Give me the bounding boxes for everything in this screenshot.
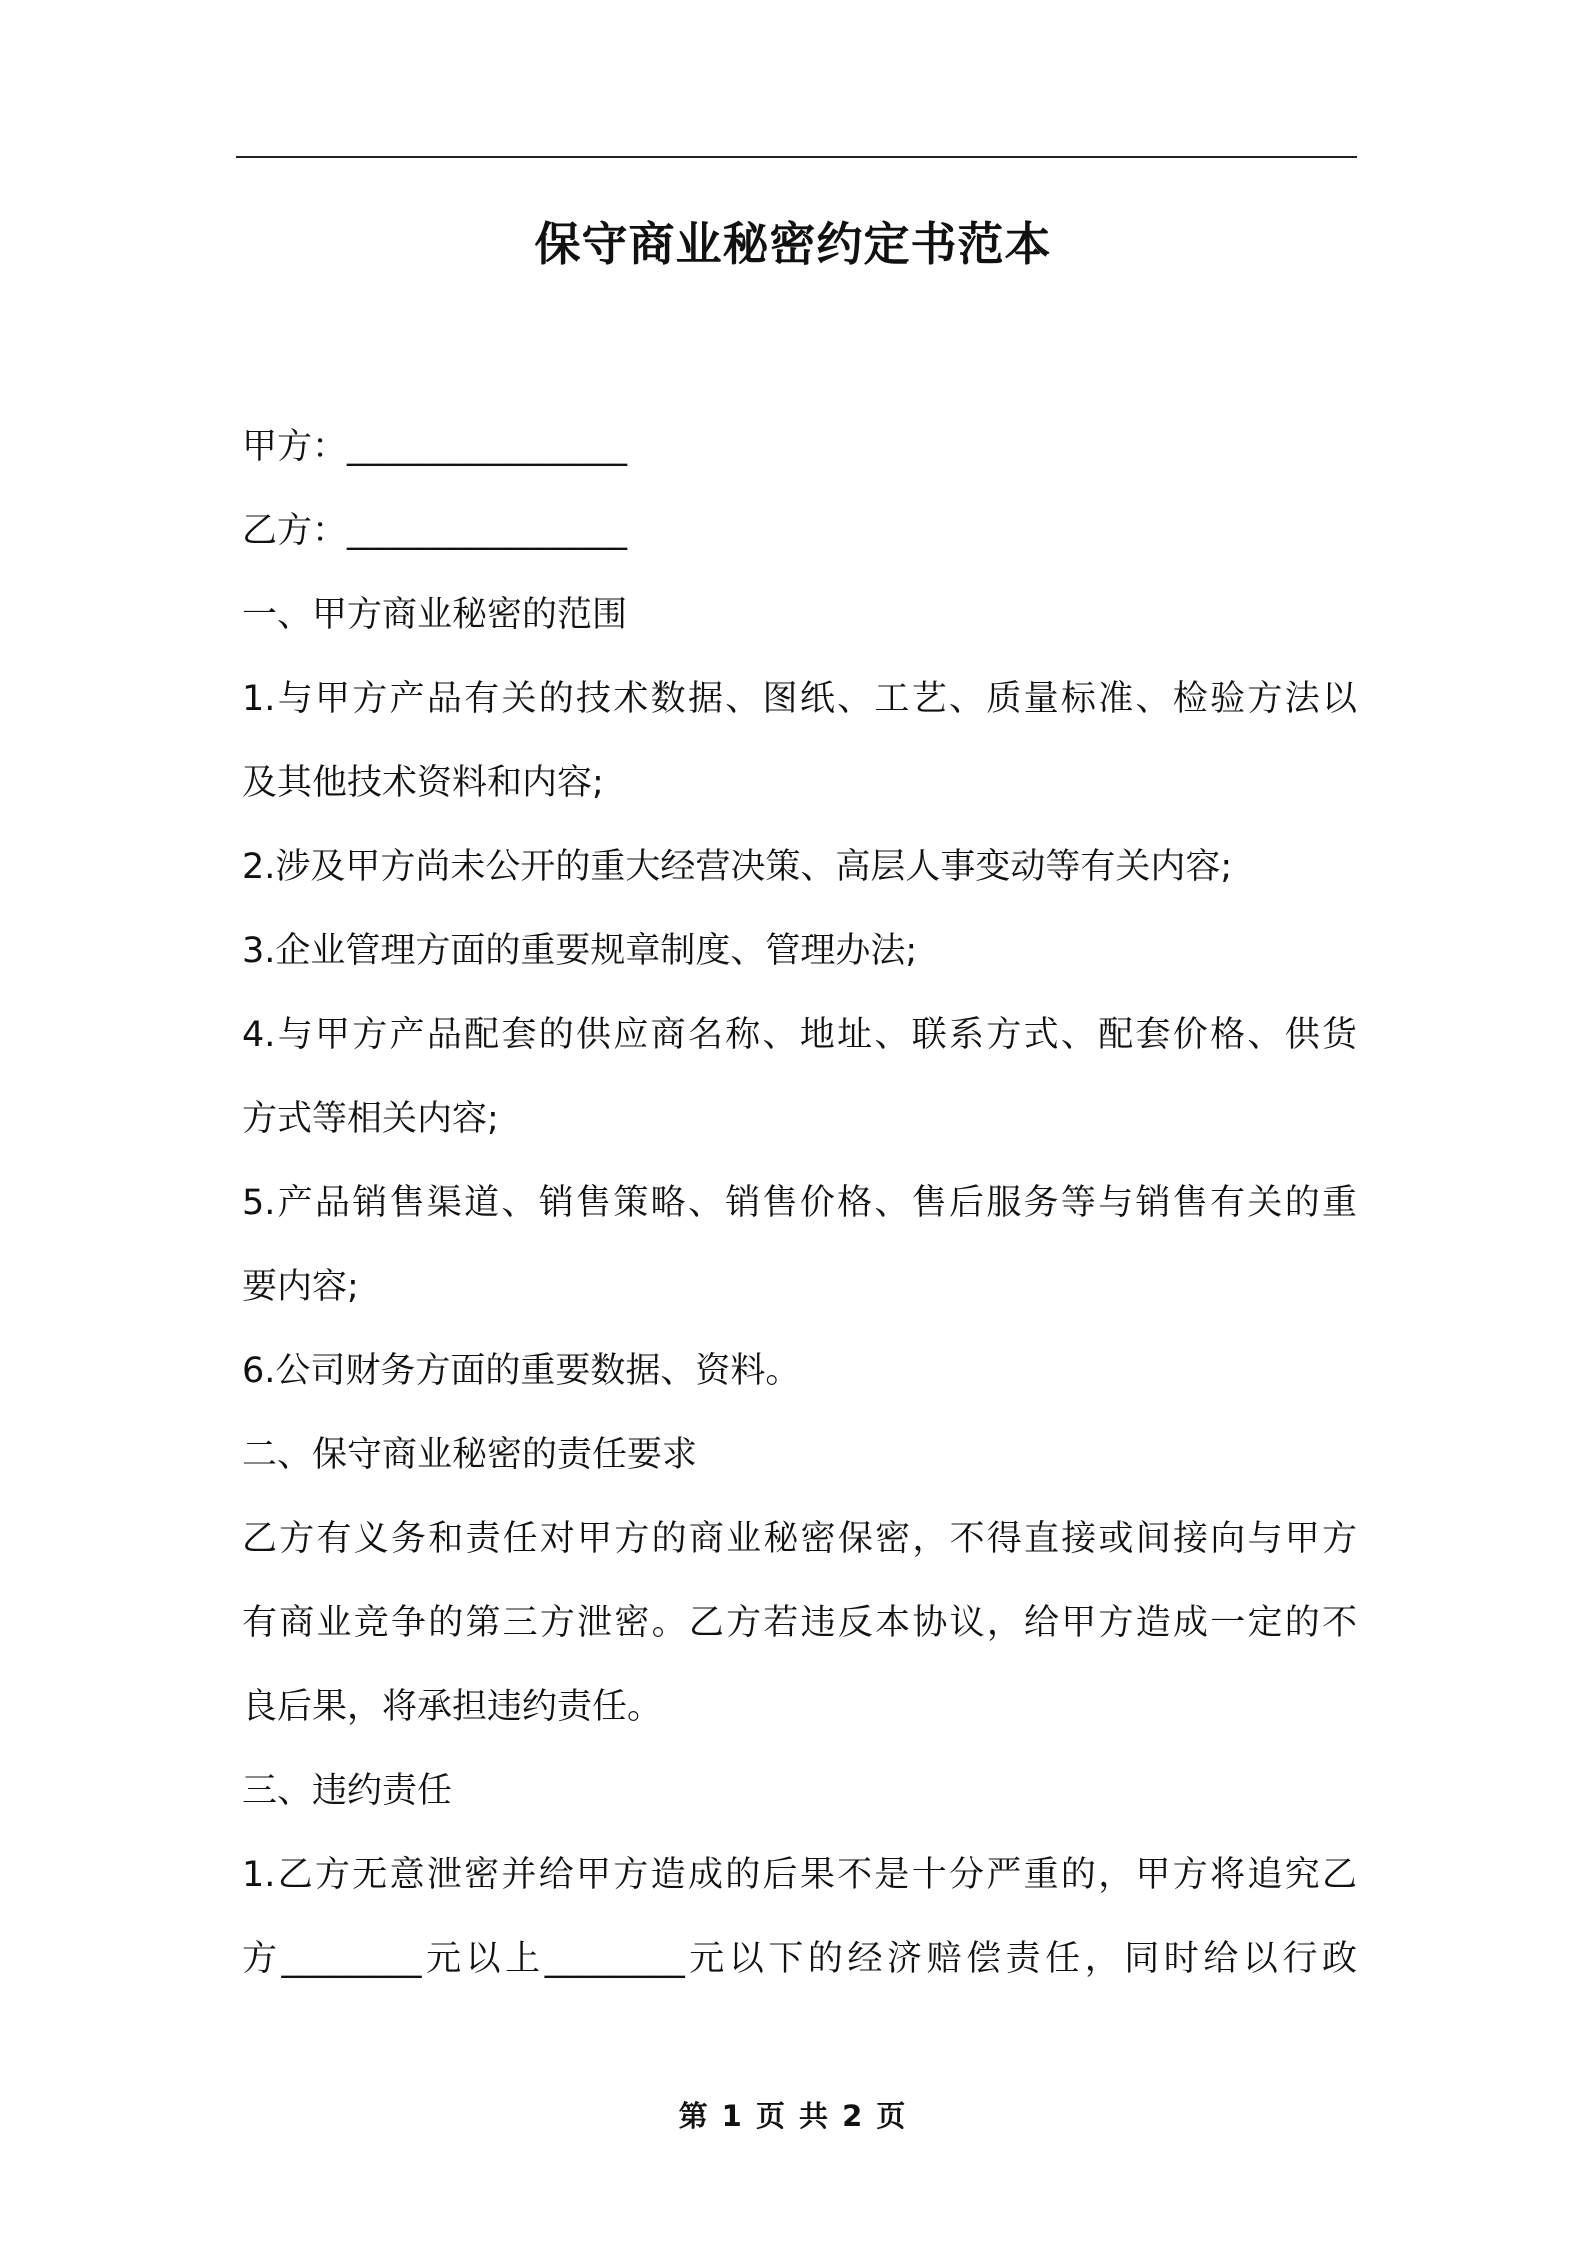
- document-title: 保守商业秘密约定书范本: [534, 217, 1052, 271]
- paragraph-line: 4.与甲方产品配套的供应商名称、地址、联系方式、配套价格、供货: [242, 1015, 1357, 1055]
- paragraph-line: 2.涉及甲方尚未公开的重大经营决策、高层人事变动等有关内容;: [242, 847, 1233, 887]
- party-a-line: 甲方：________________: [242, 427, 628, 467]
- paragraph-line: 1.与甲方产品有关的技术数据、图纸、工艺、质量标准、检验方法以: [242, 679, 1357, 719]
- paragraph-line: 有商业竞争的第三方泄密。乙方若违反本协议，给甲方造成一定的不: [242, 1603, 1357, 1643]
- paragraph-line: 及其他技术资料和内容;: [242, 763, 604, 803]
- paragraph-line: 良后果，将承担违约责任。: [242, 1687, 663, 1727]
- paragraph-line: 1.乙方无意泄密并给甲方造成的后果不是十分严重的，甲方将追究乙: [242, 1855, 1357, 1895]
- paragraph-line: 方式等相关内容;: [242, 1099, 499, 1139]
- paragraph-line: 方________元以上________元以下的经济赔偿责任，同时给以行政: [242, 1939, 1357, 1979]
- paragraph-line: 要内容;: [242, 1267, 359, 1307]
- paragraph-line: 6.公司财务方面的重要数据、资料。: [242, 1351, 801, 1391]
- party-b-line: 乙方：________________: [242, 511, 628, 551]
- page-number: 第 1 页 共 2 页: [678, 2099, 908, 2133]
- section-heading-2: 二、保守商业秘密的责任要求: [242, 1435, 698, 1475]
- document-body: [242, 405, 1357, 2001]
- header-rule: [236, 156, 1357, 158]
- paragraph-line: 乙方有义务和责任对甲方的商业秘密保密，不得直接或间接向与甲方: [242, 1519, 1357, 1559]
- paragraph-line: 5.产品销售渠道、销售策略、销售价格、售后服务等与销售有关的重: [242, 1183, 1357, 1223]
- paragraph-line: 3.企业管理方面的重要规章制度、管理办法;: [242, 931, 918, 971]
- section-heading-3: 三、违约责任: [242, 1771, 453, 1811]
- section-heading-1: 一、甲方商业秘密的范围: [242, 595, 628, 635]
